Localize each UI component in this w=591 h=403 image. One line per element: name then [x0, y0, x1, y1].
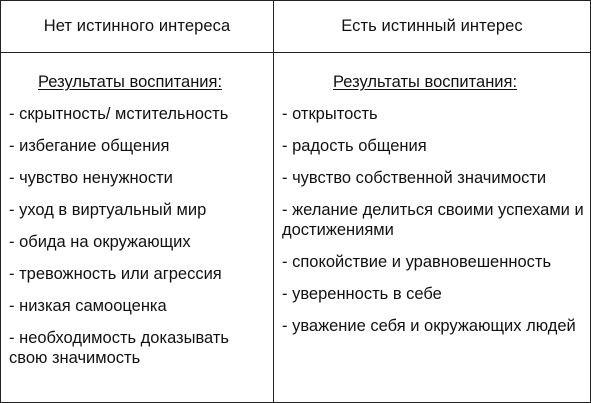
list-item: - уважение себя и окружающих людей [282, 317, 576, 335]
list-item: - избегание общения [9, 137, 170, 155]
list-item: - скрытность/ мстительность [9, 105, 229, 123]
section-title-left: Результаты воспитания: [38, 73, 223, 91]
list-item: - радость общения [282, 137, 427, 155]
list-item: - тревожность или агрессия [9, 265, 222, 283]
section-title-right: Результаты воспитания: [333, 73, 518, 91]
list-item: - необходимость доказывать свою значимость [9, 329, 230, 367]
header-no-interest: Нет истинного интереса [43, 17, 231, 35]
list-item: - спокойствие и уравновешенность [282, 253, 552, 271]
list-item: - уход в виртуальный мир [9, 201, 207, 219]
column-no-interest [1, 53, 273, 380]
list-item: - желание делиться своими успехами и достижениями [282, 201, 584, 239]
list-item: - открытость [282, 105, 378, 123]
list-item: - чувство собственной значимости [282, 169, 547, 187]
column-has-interest [274, 53, 590, 348]
list-item: - чувство ненужности [9, 169, 173, 187]
list-item: - обида на окружающих [9, 233, 191, 251]
header-has-interest: Есть истинный интерес [341, 17, 523, 35]
list-item: - низкая самооценка [9, 297, 167, 315]
list-item: - уверенность в себе [282, 285, 442, 303]
